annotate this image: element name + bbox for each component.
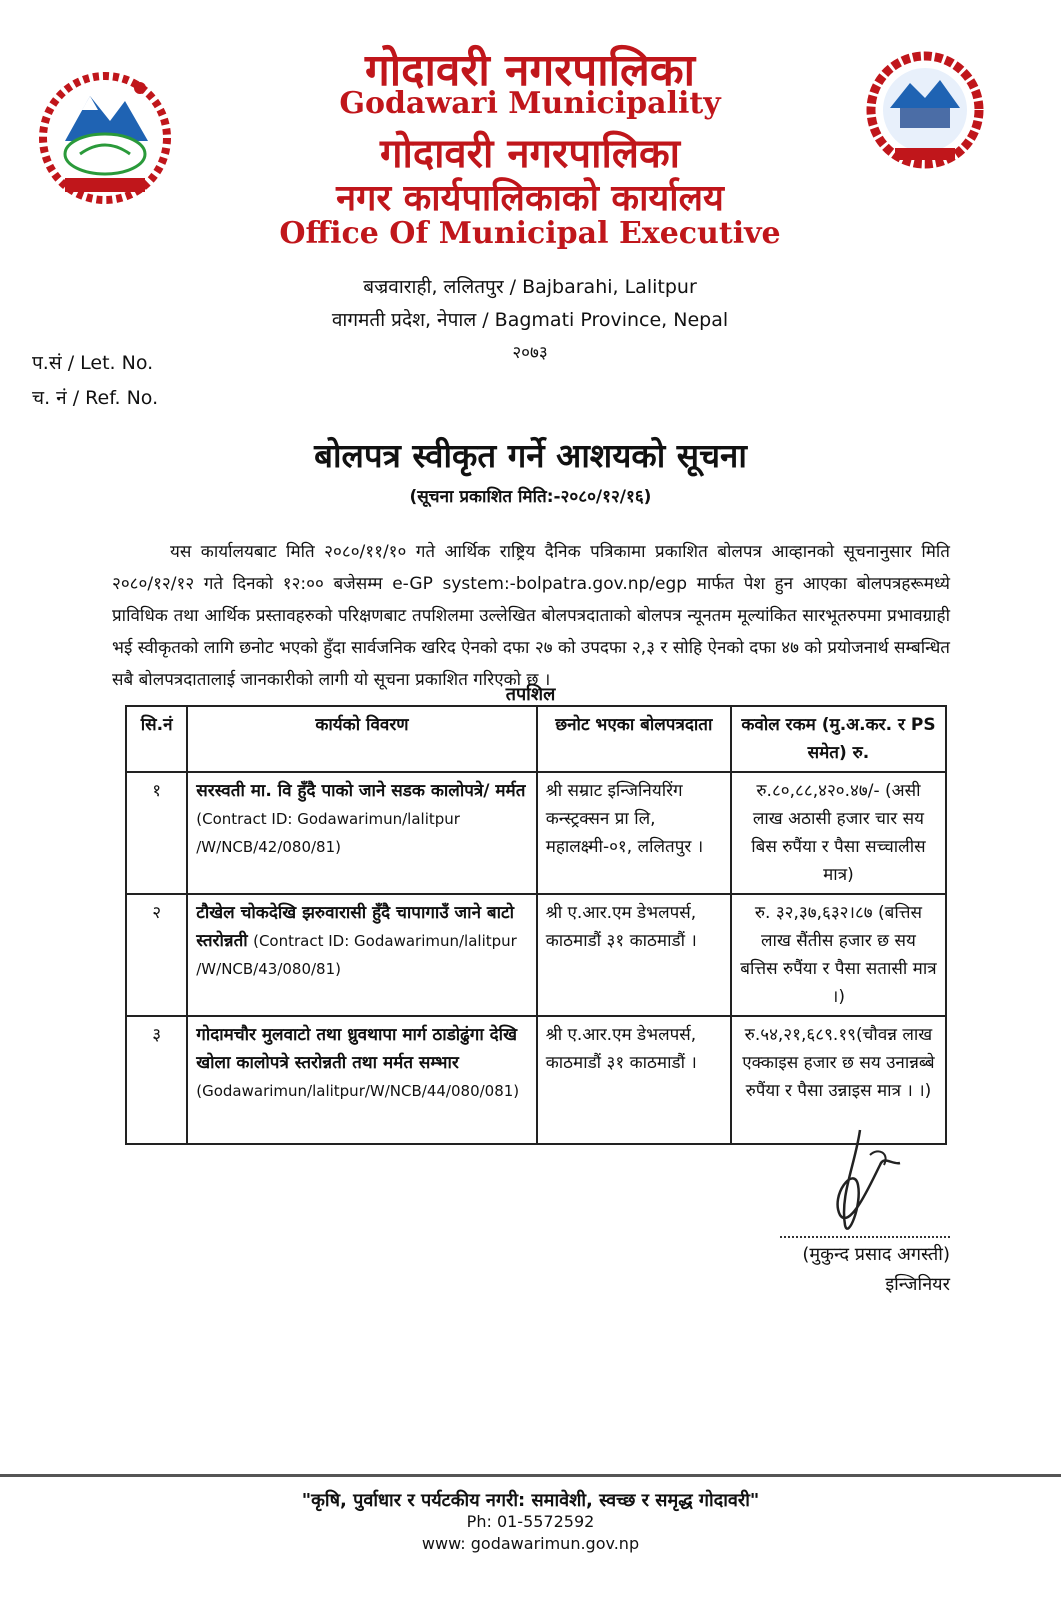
col-header-bid-amount: कवोल रकम (मु.अ.कर. र PS समेत) रु. (731, 706, 946, 772)
municipality-name-nepali: गोदावरी नगरपालिका (364, 45, 696, 96)
established-year: २०७३ (512, 343, 548, 363)
notice-title: बोलपत्र स्वीकृत गर्ने आशयको सूचना (314, 436, 747, 475)
details-heading: तपशिल (505, 684, 556, 705)
godawari-municipality-logo (855, 48, 995, 173)
address-line-1: बज्रवाराही, ललितपुर / Bajbarahi, Lalitpur (363, 276, 697, 298)
col-header-selected-bidder: छनोट भएका बोलपत्रदाता (537, 706, 731, 772)
cell-bidder: श्री ए.आर.एम डेभलपर्स, काठमाडौं ३१ काठमाडौं । (537, 894, 731, 1016)
footer-website: www: godawarimun.gov.np (421, 1534, 640, 1553)
cell-bidder: श्री सम्राट इन्जिनियरिंग कन्स्ट्रक्सन प्रा लि, महालक्ष्मी-०१, ललितपुर । (537, 772, 731, 894)
footer-phone: Ph: 01-5572592 (466, 1512, 595, 1531)
signatory-role: इन्जिनियर (885, 1274, 950, 1295)
table-row (126, 772, 946, 894)
notice-body: यस कार्यालयबाट मिति २०८०/११/१० गते आर्थिक राष्ट्रिय दैनिक पत्रिकामा प्रकाशित बोलपत्र आव्हानको सूचनानुसार मिति २०८०/१२/१२ गते दिनको १२:०० बजेसम्म e-GP system:-bolpatra.gov.np/egp मार्फत पेश हुन आएका बोलपत्रहरूमध्ये प्राविधिक तथा आर्थिक प्रस्तावहरुको परिक्षणबाट तपशिलमा उल्लेखित बोलपत्रदाताको बोलपत्र न्यूनतम मूल्यांकित सारभूतरुपमा प्रभावग्राही भई स्वीकृतको लागि छनोट भएको हुँदा सार्वजनिक खरिद ऐनको दफा २७ को उपदफा २,३ र सोहि ऐनको दफा ४७ को प्रयोजनार्थ सम्बन्धित सबै बोलपत्रदातालाई जानकारीको लागी यो सूचना प्रकाशित गरिएको छ । (112, 542, 950, 690)
contract-id: (Godawarimun/lalitpur/W/NCB/44/080/081) (196, 1082, 520, 1100)
cell-amount: रु.८०,८८,४२०.४७/- (असी लाख अठासी हजार चार सय बिस रुपैंया र पैसा सच्चालीस मात्र) (731, 772, 946, 894)
work-title: टौखेल चोकदेखि झरुवारासी हुँदै चापागाउँ जाने बाटो स्तरोन्नती (196, 903, 515, 951)
address-line-2: वागमती प्रदेश, नेपाल / Bagmati Province, Nepal (331, 309, 729, 331)
col-header-work-description: कार्यको विवरण (187, 706, 536, 772)
contract-id: (Contract ID: Godawarimun/lalitpur /W/NCB/43/080/81) (196, 932, 517, 978)
footer-slogan: "कृषि, पुर्वाधार र पर्यटकीय नगरी: समावेशी, स्वच्छ र समृद्ध गोदावरी" (301, 1490, 760, 1511)
cell-sn: ३ (126, 1016, 187, 1144)
cell-bidder: श्री ए.आर.एम डेभलपर्स, काठमाडौं ३१ काठमाडौं । (537, 1016, 731, 1144)
table-header-row (126, 706, 946, 772)
signature-line (780, 1236, 950, 1238)
municipality-name-english: Godawari Municipality (339, 86, 721, 121)
nepal-emblem-logo (30, 66, 180, 206)
contract-id: (Contract ID: Godawarimun/lalitpur /W/NCB/42/080/81) (196, 810, 460, 856)
letter-number-label: प.सं / Let. No. (32, 352, 154, 374)
table-row (126, 894, 946, 1016)
reference-number-label: च. नं / Ref. No. (32, 387, 159, 409)
col-header-sn: सि.नं (126, 706, 187, 772)
cell-work-description (187, 894, 536, 1016)
signature-mark (800, 1125, 920, 1245)
work-title: सरस्वती मा. वि हुँदै पाको जाने सडक कालोपत्रे/ मर्मत (196, 781, 526, 801)
notice-publish-date: (सूचना प्रकाशित मिति:-२०८०/१२/१६) (409, 487, 652, 507)
office-name-nepali: नगर कार्यपालिकाको कार्यालय (336, 177, 724, 219)
footer-divider (0, 1474, 1061, 1477)
cell-sn: १ (126, 772, 187, 894)
work-title: गोदामचौर मुलवाटो तथा ध्रुवथापा मार्ग ठाडोढुंगा देखि खोला कालोपत्रे स्तरोन्नती तथा मर्मत सम्भार (196, 1025, 517, 1073)
cell-amount: रु.५४,२१,६८९.१९(चौवन्न लाख एक्काइस हजार छ सय उनान्नब्बे रुपैंया र पैसा उन्नाइस मात्र । ।) (731, 1016, 946, 1144)
office-name-english: Office Of Municipal Executive (279, 216, 781, 251)
signatory-name: (मुकुन्द प्रसाद अगस्ती) (802, 1244, 950, 1265)
cell-amount: रु. ३२,३७,६३२।८७ (बत्तिस लाख सैंतीस हजार छ सय बत्तिस रुपैंया र पैसा सतासी मात्र ।) (731, 894, 946, 1016)
cell-work-description (187, 772, 536, 894)
bid-details-table (125, 705, 947, 1145)
cell-work-description (187, 1016, 536, 1144)
municipality-name-newa: गोदावरी नगरपालिका (379, 130, 681, 177)
cell-sn: २ (126, 894, 187, 1016)
